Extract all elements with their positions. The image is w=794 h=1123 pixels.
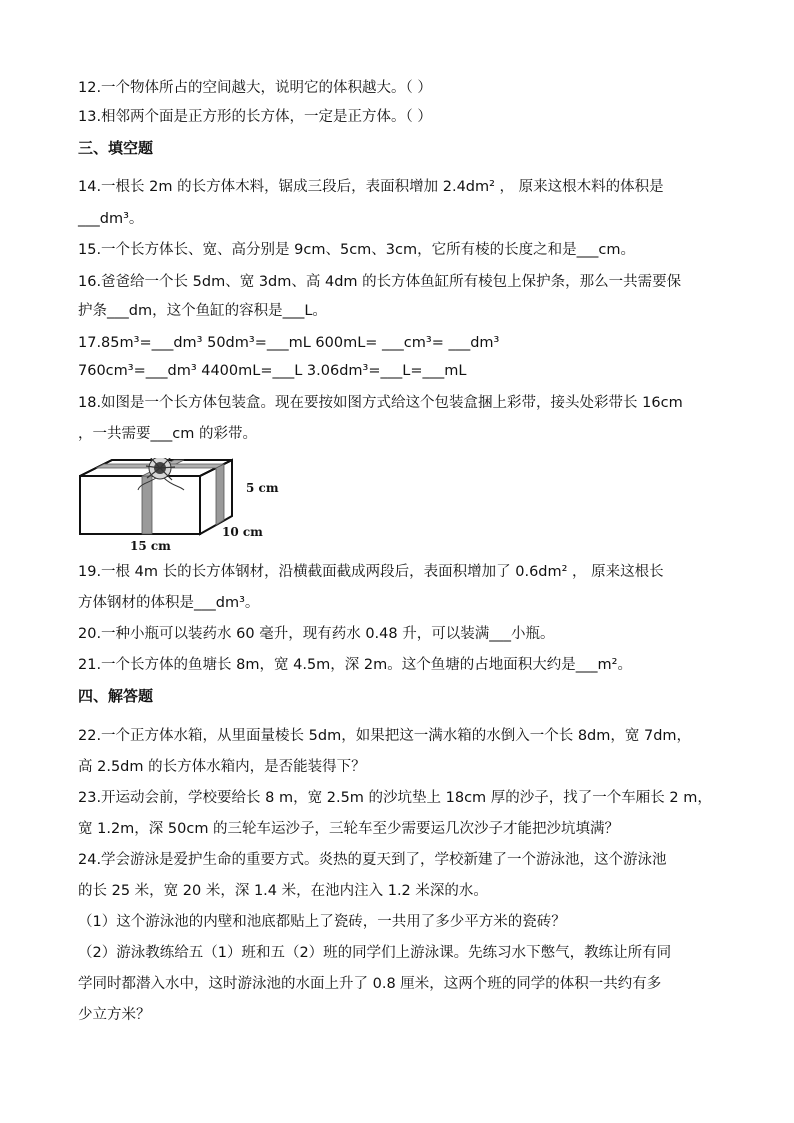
section-heading-solve: 四、解答题 (78, 687, 154, 705)
question-24-part-2-line-3: 少立方米？ (78, 1007, 151, 1023)
question-21: 21.一个长方体的鱼塘长 8m，宽 4.5m，深 2m。这个鱼塘的占地面积大约是___m²。 (78, 657, 632, 673)
question-19-line-1: 19.一根 4m 长的长方体钢材，沿横截面截成两段后，表面积增加了 0.6dm² ， 原来这根长 (78, 564, 664, 580)
question-24-line-1: 24.学会游泳是爱护生命的重要方式。炎热的夏天到了，学校新建了一个游泳池，这个游泳池 (78, 852, 667, 868)
question-18-line-2: ，一共需要___cm 的彩带。 (78, 426, 257, 442)
gift-box-diagram (76, 458, 306, 554)
question-14-line-1: 14.一根长 2m 的长方体木料，锯成三段后，表面积增加 2.4dm² ， 原来这根木料的体积是 (78, 179, 664, 195)
gift-box-figure (76, 458, 306, 554)
question-15: 15.一个长方体长、宽、高分别是 9cm、5cm、3cm，它所有棱的长度之和是___cm。 (78, 242, 635, 258)
ribbon-side-vertical (216, 464, 224, 525)
label-height: 5 cm (246, 481, 279, 495)
question-19-line-2: 方体钢材的体积是___dm³。 (78, 595, 260, 611)
question-23-line-1: 23.开运动会前，学校要给长 8 m，宽 2.5m 的沙坑垫上 18cm 厚的沙子，找了一个车厢长 2 m， (78, 790, 712, 806)
question-20: 20.一种小瓶可以装药水 60 毫升，现有药水 0.48 升，可以装满___小瓶。 (78, 626, 555, 642)
question-16-line-1: 16.爸爸给一个长 5dm、宽 3dm、高 4dm 的长方体鱼缸所有棱包上保护条，那么一共需要保 (78, 274, 682, 290)
question-17-line-1: 17.85m³=___dm³ 50dm³=___mL 600mL= ___cm³= ___dm³ (78, 335, 500, 351)
box-front-face (80, 476, 200, 534)
label-width: 10 cm (222, 525, 263, 539)
question-24-line-2: 的长 25 米，宽 20 米，深 1.4 米，在池内注入 1.2 米深的水。 (78, 883, 488, 899)
question-12: 12.一个物体所占的空间越大，说明它的体积越大。（ ） (78, 80, 432, 96)
question-14-line-2: ___dm³。 (78, 211, 144, 227)
question-13: 13.相邻两个面是正方形的长方体，一定是正方体。（ ） (78, 109, 432, 125)
question-16-line-2: 护条___dm，这个鱼缸的容积是___L。 (78, 303, 327, 319)
question-24-part-1: （1）这个游泳池的内壁和池底都贴上了瓷砖，一共用了多少平方米的瓷砖？ (78, 914, 566, 930)
label-length: 15 cm (130, 539, 171, 553)
section-heading-fill-in: 三、填空题 (78, 139, 154, 157)
question-22-line-2: 高 2.5dm 的长方体水箱内，是否能装得下？ (78, 759, 366, 775)
question-18-line-1: 18.如图是一个长方体包装盒。现在要按如图方式给这个包装盒捆上彩带，接头处彩带长 16cm (78, 395, 683, 411)
question-23-line-2: 宽 1.2m，深 50cm 的三轮车运沙子，三轮车至少需要运几次沙子才能把沙坑填满？ (78, 821, 620, 837)
question-22-line-1: 22.一个正方体水箱，从里面量棱长 5dm，如果把这一满水箱的水倒入一个长 8dm，宽 7dm， (78, 728, 692, 744)
question-17-line-2: 760cm³=___dm³ 4400mL=___L 3.06dm³=___L=___mL (78, 363, 467, 379)
question-24-part-2-line-2: 学同时都潜入水中，这时游泳池的水面上升了 0.8 厘米，这两个班的同学的体积一共约有多 (78, 976, 662, 992)
question-24-part-2-line-1: （2）游泳教练给五（1）班和五（2）班的同学们上游泳课。先练习水下憋气，教练让所有同 (78, 945, 672, 961)
